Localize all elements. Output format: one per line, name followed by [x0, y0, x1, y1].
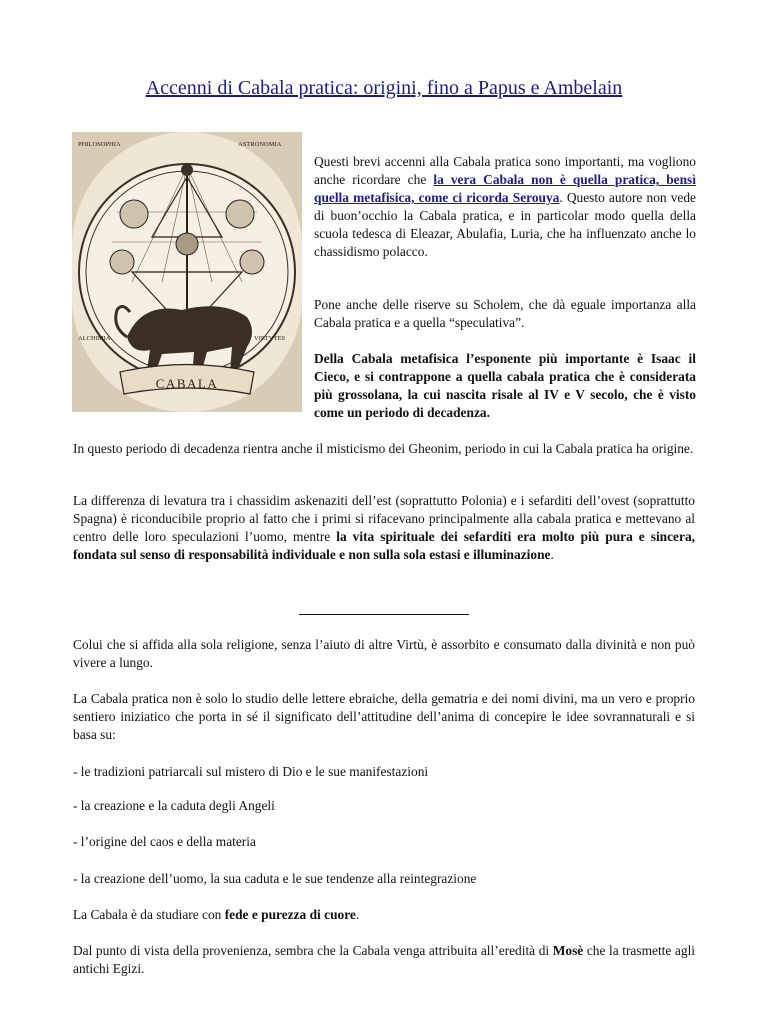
sphere-lower-left: [110, 250, 134, 274]
central-orb: [176, 233, 198, 255]
paragraph-chassidim: [73, 492, 695, 564]
paragraph-mose-text-b: che la trasmette agli antichi Egizi.: [73, 943, 696, 976]
label-astronomia: ASTRONOMIA: [238, 141, 282, 148]
paragraph-fede-text-a: La Cabala è da studiare con: [73, 907, 225, 922]
sun-symbol: [181, 164, 193, 176]
paragraph-mose-text-a: Dal punto di vista della provenienza, sembra che la Cabala venga attribuita all’eredità di: [73, 943, 553, 958]
page-title: Accenni di Cabala pratica: origini, fino a Papus e Ambelain: [145, 77, 623, 99]
paragraph-intro-text-b: . Questo autore non vede di buon’occhio la Cabala pratica, e in particolar modo quella della scuola tedesca di Eleazar, Abulafia, Luria, che ha influenzato anche lo chassidismo polacco.: [314, 190, 696, 259]
paragraph-intro-text-a: Questi brevi accenni alla Cabala pratica sono importanti, ma vogliono anche ricordare che: [314, 154, 696, 187]
paragraph-scholem: Pone anche delle riserve su Scholem, che dà eguale importanza alla Cabala pratica e a quella “speculativa”.: [314, 297, 696, 330]
label-philosophia: PHILOSOPHIA: [78, 141, 121, 148]
paragraph-chassidim-text-a: La differenza di levatura tra i chassidim askenaziti dell’est (soprattutto Polonia) e i sefarditi dell’ovest (soprattutto Spagna) è riconducibile proprio al fatto che i primi si rifacevano principalmente alla cabala pratica e mettevano al centro delle loro speculazioni l’uomo, mentre: [73, 493, 695, 544]
paragraph-religione: Colui che si affida alla sola religione, senza l’aiuto di altre Virtù, è assorbito e consumato dalla divinità e non può vivere a lungo.: [73, 637, 695, 670]
paragraph-gheonim: In questo periodo di decadenza rientra anche il misticismo dei Gheonim, periodo in cui la Cabala pratica ha origine.: [73, 441, 694, 456]
paragraph-mose: [73, 942, 695, 978]
paragraph-chassidim-bold: la vita spirituale dei sefarditi era molto più pura e sincera, fondata sul senso di responsabilità individuale e non sulla sola estasi e illuminazione: [73, 529, 695, 562]
paragraph-mose-bold: Mosè: [552, 943, 584, 958]
cabala-engraving-image: [72, 132, 302, 412]
paragraph-isaac: Della Cabala metafisica l’esponente più importante è Isaac il Cieco, e si contrappone a quella cabala pratica che è considerata più grossolana, la cui nascita risale al IV e V secolo, che è visto come un periodo di decadenza.: [314, 351, 696, 420]
list-item: - la creazione e la caduta degli Angeli: [73, 798, 275, 813]
list-item: - le tradizioni patriarcali sul mistero di Dio e le sue manifestazioni: [73, 764, 429, 779]
serouya-link[interactable]: la vera Cabala non è quella pratica, bensì quella metafisica, come ci ricorda Serouya: [314, 172, 696, 205]
sphere-right: [226, 200, 254, 228]
label-cabala: CABALA: [155, 376, 219, 391]
section-divider: [299, 614, 469, 615]
paragraph-fede-bold: fede e purezza di cuore: [224, 907, 356, 922]
paragraph-intro: [314, 153, 696, 261]
paragraph-fede: [73, 906, 695, 924]
label-virtutes: VIRTVTES: [254, 335, 286, 342]
engraving-drawing: [72, 132, 302, 412]
paragraph-chassidim-text-b: .: [550, 547, 554, 562]
sphere-left: [120, 200, 148, 228]
paragraph-cabala-pratica: La Cabala pratica non è solo lo studio delle lettere ebraiche, della gematria e dei nomi divini, ma un vero e proprio sentiero iniziatico che porta in sé il significato dell’attitudine dell’anima di concepire le idee sovrannaturali e si basa su:: [73, 691, 695, 742]
label-alchimia: ALCHIMIA: [78, 335, 111, 342]
list-item: - l’origine del caos e della materia: [73, 834, 256, 849]
sphere-lower-right: [240, 250, 264, 274]
paragraph-fede-text-b: .: [355, 907, 360, 922]
list-item: - la creazione dell’uomo, la sua caduta e le sue tendenze alla reintegrazione: [73, 871, 477, 886]
